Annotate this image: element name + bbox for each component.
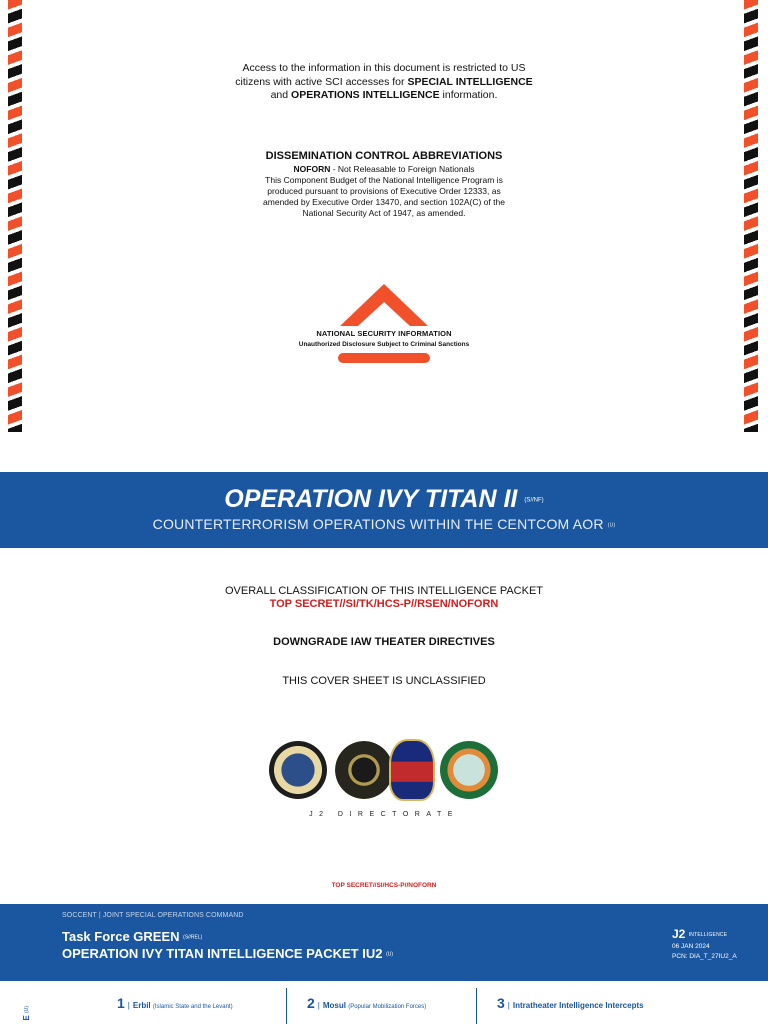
nsi-title: NATIONAL SECURITY INFORMATION [316,329,452,338]
packet-title: OPERATION IVY TITAN INTELLIGENCE PACKET IU2 (U) [62,946,394,961]
ussocom-spearhead-seal-icon [335,741,393,799]
tab-divider [476,988,477,1024]
footer-command: SOCCENT | JOINT SPECIAL OPERATIONS COMMAND [62,912,244,919]
side-marker: E (U) [22,1006,31,1021]
tab-erbil[interactable]: 1 | Erbil (Islamic State and the Levant) [117,995,233,1011]
operation-subtitle: COUNTERTERRORISM OPERATIONS WITHIN THE CENTCOM AOR (U) [152,516,616,532]
bottom-classification-marking: TOP SECRET//SI/HCS-P//NOFORN [331,882,437,889]
access-line-1: Access to the information in this document is restricted to US [242,62,526,74]
tab-divider [286,988,287,1024]
footer-pcn: PCN: DIA_T_27IU2_A [672,953,737,960]
nsi-subtitle: Unauthorized Disclosure Subject to Criminal Sanctions [298,341,470,348]
tab-mosul[interactable]: 2 | Mosul (Popular Mobilization Forces) [307,995,427,1011]
socom-seal-icon [269,741,327,799]
classification-value: TOP SECRET//SI/TK/HCS-P//RSEN/NOFORN [269,598,499,610]
footer-date: 06 JAN 2024 [672,943,710,950]
task-force-title: Task Force GREEN (S//REL) [62,929,203,944]
downgrade-notice: DOWNGRADE IAW THEATER DIRECTIVES [273,636,495,648]
directorate-label: J2 DIRECTORATE [309,811,459,818]
airborne-crest-icon [389,739,435,801]
access-notice: Access to the information in this document is restricted to US citizens with active SCI accesses for SPECIAL INTELLIGENCE and OPERATIONS INTELLIGENCE information. [0,62,768,103]
dissemination-body: NOFORN - Not Releasable to Foreign Nationals This Component Budget of the National Intelligence Program is produced pursuant to provisions of Executive Order 12333, as amended by Executive Order 13470, and section 102A(C) of the National Security Act of 1947, as amended. [263,164,505,218]
cover-sheet-notice: THIS COVER SHEET IS UNCLASSIFIED [282,675,486,687]
dissemination-title: DISSEMINATION CONTROL ABBREVIATIONS [265,150,503,162]
j2-mark: J2 INTELLIGENCE [672,927,728,941]
classification-label: OVERALL CLASSIFICATION OF THIS INTELLIGENCE PACKET [224,585,544,597]
nsi-warning-triangle-icon [336,282,432,328]
tab-intercepts[interactable]: 3 | Intratheater Intelligence Intercepts [497,995,644,1011]
nsi-warning-bar [338,353,430,363]
operation-title: OPERATION IVY TITAN II (S//NF) [224,485,544,513]
centcom-seal-icon [440,741,498,799]
